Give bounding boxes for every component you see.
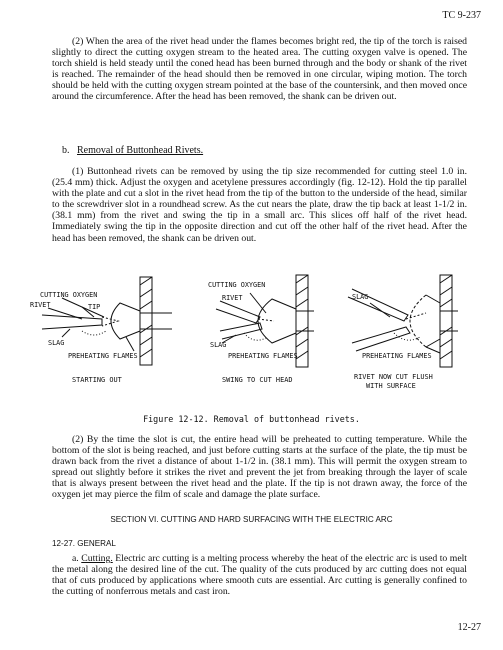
caption-swing-to-cut-head: SWING TO CUT HEAD (222, 376, 293, 384)
paragraph-label: a. (72, 553, 79, 564)
subsection-label: b. (62, 145, 70, 156)
paragraph-arc-cutting (52, 553, 467, 597)
label-flames-2: PREHEATING FLAMES (228, 352, 298, 360)
section-heading: SECTION VI. CUTTING AND HARD SURFACING WITH THE ELECTRIC ARC (110, 515, 393, 524)
label-slag-2: SLAG (210, 341, 227, 349)
subsection-title: Removal of Buttonhead Rivets. (77, 145, 204, 156)
label-cutting-oxygen-2: CUTTING OXYGEN (208, 281, 266, 289)
paragraph-rivet-head-removal: (2) When the area of the rivet head under the flames becomes bright red, the tip of the torch is raised slightly to direct the cutting oxygen stream to the heated area. The cutting oxygen valve is opened. The torch shield is held steady until the coned head has been burned through and the body or shank of the rivet is reached. The remainder of the head should then be removed in one circular, wiping motion. The torch should be held with the cutting oxygen stream pointed at the base of the countersink, and then moved once around the circumference. After the head has been removed, the shank can be driven out. (52, 36, 467, 103)
caption-cut-flush-line2: WITH SURFACE (366, 382, 416, 390)
figure-caption: Figure 12-12. Removal of buttonhead rivets. (143, 414, 360, 424)
torch-tip-1 (42, 315, 102, 329)
subsection-heading-general: 12-27. GENERAL (52, 539, 116, 548)
label-tip-1: TIP (88, 303, 101, 311)
paragraph-slot-preheat: (2) By the time the slot is cut, the entire head will be preheated to cutting temperature. While the bottom of the slot is being reached, and just before cutting starts at the surface of the plate, the tip must be drawn back from the rivet a distance of about 1-1/2 in. (38.1 mm). This will permit the oxygen stream to spread out slightly before it strikes the rivet and prevent the jet from breaking through the layer of scale that is always present between the rivet head and the plate. If the tip is not drawn away, the force of the oxygen jet may pierce the film of scale and damage the plate surface. (52, 434, 467, 501)
rivet-head-2 (258, 299, 296, 343)
rivet-head-1 (111, 303, 140, 339)
rivet-outline-3 (410, 295, 426, 347)
paragraph-title-cutting: Cutting. (81, 553, 113, 564)
paragraph-buttonhead-procedure: (1) Buttonhead rivets can be removed by using the tip size recommended for cutting steel 1.0 in. (25.4 mm) thick. Adjust the oxygen and acetylene pressures accordingly (fig. 12-12). Hold the tip parallel with the plate and cut a slot in the rivet head from the tip of the button to the underside of the head, similar to the screwdriver slot in a roundhead screw. As the cut nears the plate, draw the tip back at least 1-1/2 in. (38.1 mm) from the rivet and swing the tip in a small arc. This slices off half of the rivet head. Immediately swing the tip in the opposite direction and cut off the other half of the rivet head. After the head has been removed, the shank can be driven out. (52, 166, 467, 244)
page-number: 12-27 (457, 622, 481, 633)
label-flames-3: PREHEATING FLAMES (362, 352, 432, 360)
paragraph-body-cutting: Electric arc cutting is a melting process whereby the heat of the electric arc is used to melt the metal along the desired line of the cut. The quality of the cuts produced by arc cutting does not equal that of cuts produced by applications where smooth cuts are essential. Arc cutting is generally confined to the cutting of nonferrous metals and cast iron. (52, 553, 468, 598)
caption-starting-out: STARTING OUT (72, 376, 122, 384)
document-number: TC 9-237 (442, 10, 481, 21)
label-rivet-2: RIVET (222, 294, 243, 302)
torch-tip-2 (216, 301, 260, 323)
label-rivet-1: RIVET (30, 301, 51, 309)
subsection-heading-buttonhead (62, 145, 203, 156)
caption-cut-flush-line1: RIVET NOW CUT FLUSH (354, 373, 433, 381)
figure-buttonhead-rivets (22, 273, 492, 406)
figure-illustration (22, 273, 492, 406)
label-slag-1: SLAG (48, 339, 65, 347)
label-slag-3: SLAG (352, 293, 369, 301)
label-cutting-oxygen-1: CUTTING OXYGEN (40, 291, 98, 299)
label-flames-1: PREHEATING FLAMES (68, 352, 138, 360)
